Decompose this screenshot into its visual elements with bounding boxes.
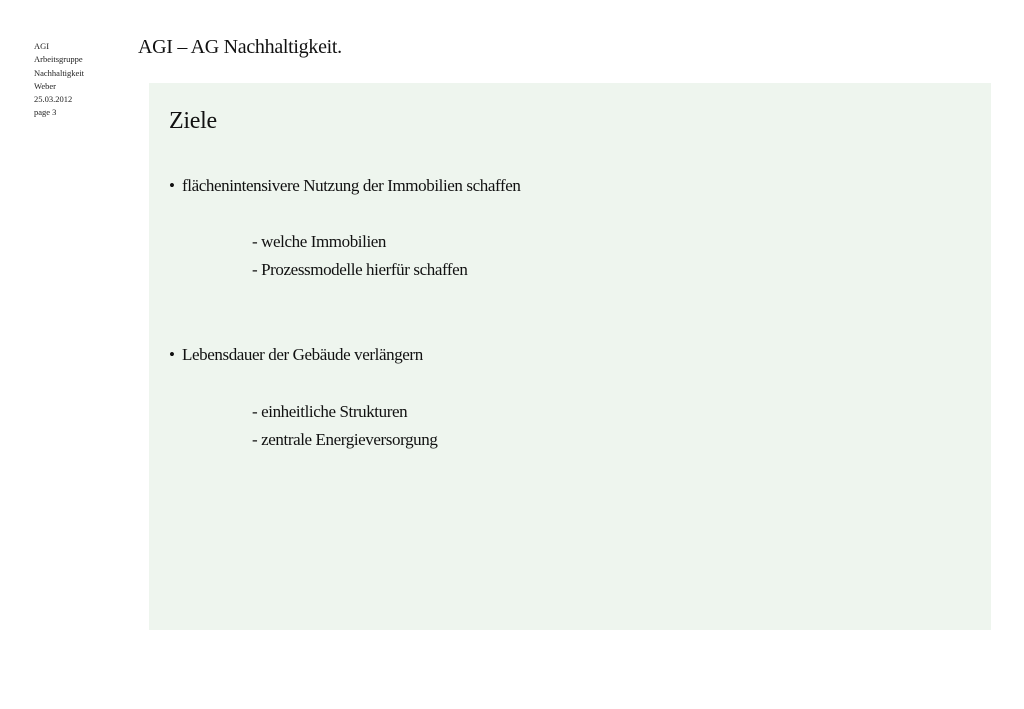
meta-topic: Nachhaltigkeit bbox=[34, 67, 85, 78]
bullet-marker: • bbox=[169, 176, 175, 195]
bullet-item bbox=[169, 176, 520, 196]
meta-group: Arbeitsgruppe bbox=[34, 54, 83, 65]
bullet-marker: • bbox=[169, 345, 175, 364]
sub-item: - zentrale Energieversorgung bbox=[252, 430, 438, 449]
sub-item: - welche Immobilien bbox=[252, 232, 387, 251]
sub-item: - Prozessmodelle hierfür schaffen bbox=[252, 260, 468, 279]
meta-org: AGI bbox=[34, 41, 50, 51]
meta-author: Weber bbox=[34, 80, 56, 91]
bullet-text: flächenintensivere Nutzung der Immobilien schaffen bbox=[182, 176, 521, 195]
section-title: Ziele bbox=[169, 108, 217, 134]
sub-item: - einheitliche Strukturen bbox=[252, 402, 408, 421]
meta-page-number: page 3 bbox=[34, 107, 57, 118]
meta-date: 25.03.2012 bbox=[34, 94, 73, 105]
page-title: AGI – AG Nachhaltigkeit. bbox=[138, 36, 342, 58]
slide-meta-info bbox=[34, 40, 84, 120]
bullet-item bbox=[169, 345, 423, 365]
content-panel bbox=[149, 83, 991, 630]
bullet-text: Lebensdauer der Gebäude verlängern bbox=[182, 345, 423, 364]
